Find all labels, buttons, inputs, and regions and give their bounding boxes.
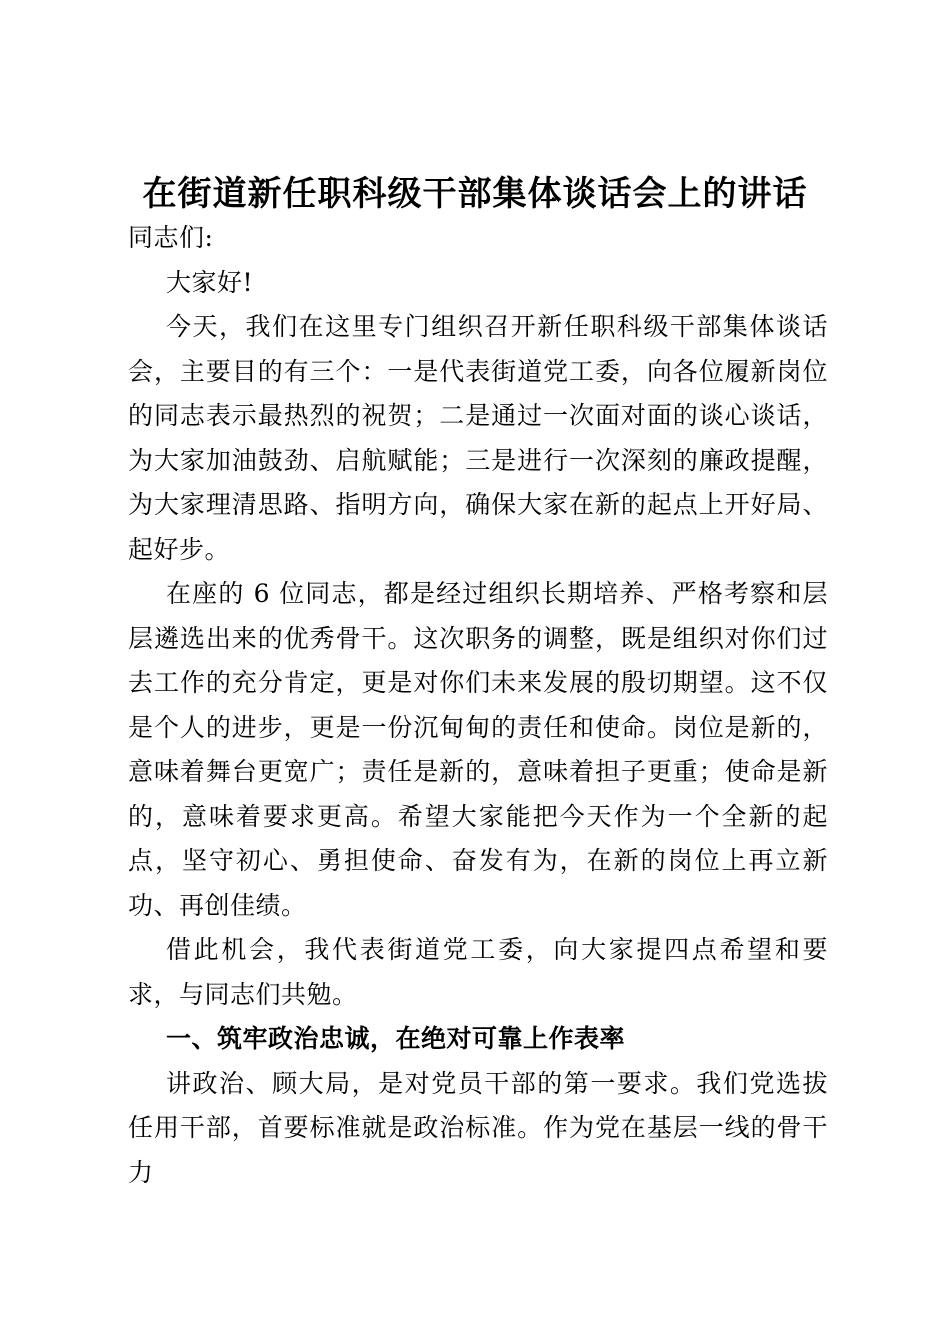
paragraph-3: 借此机会，我代表街道党工委，向大家提四点希望和要求，与同志们共勉。 [128,935,828,1009]
section-paragraph: 讲政治、顾大局，是对党员干部的第一要求。我们党选拔任用干部，首要标准就是政治标准。作为党在基层一线的骨干力 [128,1068,828,1187]
salutation: 同志们: [128,223,214,252]
paragraph-2: 在座的 6 位同志，都是经过组织长期培养、严格考察和层层遴选出来的优秀骨干。这次职务的调整，既是组织对你们过去工作的充分肯定，更是对你们未来发展的殷切期望。这不仅是个人的进步，更是一份沉甸甸的责任和使命。岗位是新的，意味着舞台更宽广；责任是新的，意味着担子更重；使命是新的，意味着要求更高。希望大家能把今天作为一个全新的起点，坚守初心、勇担使命、奋发有为，在新的岗位上再立新功、再创佳绩。 [128,579,828,920]
document-body [128,216,828,1195]
paragraph-1: 今天，我们在这里专门组织召开新任职科级干部集体谈话会，主要目的有三个：一是代表街道党工委，向各位履新岗位的同志表示最热烈的祝贺；二是通过一次面对面的谈心谈话，为大家加油鼓劲、启航赋能；三是进行一次深刻的廉政提醒，为大家理清思路、指明方向，确保大家在新的起点上开好局、起好步。 [128,312,828,564]
section-heading: 一、筑牢政治忠诚，在绝对可靠上作表率 [166,1024,626,1053]
greeting: 大家好! [166,267,254,297]
document-title: 在街道新任职科级干部集体谈话会上的讲话 [142,174,808,214]
